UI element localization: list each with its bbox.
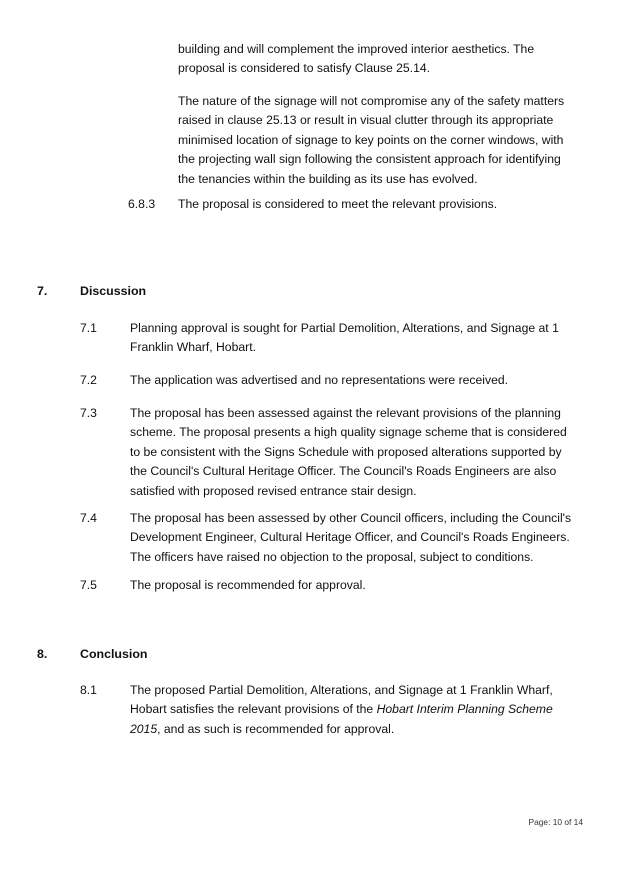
clause-8-1-number: 8.1 bbox=[80, 683, 97, 697]
page-footer bbox=[0, 816, 583, 828]
clause-8-1-text bbox=[130, 681, 578, 739]
clause-6-8-3-text: The proposal is considered to meet the relevant provisions. bbox=[178, 197, 498, 211]
clause-7-2-number: 7.2 bbox=[80, 373, 97, 387]
clause-7-1-number: 7.1 bbox=[80, 321, 97, 335]
section-7-heading bbox=[37, 282, 146, 301]
clause-7-3-text: The proposal has been assessed against the relevant provisions of the planning scheme. The proposal presents a high quality signage scheme that is considered to be consistent with the Signs Schedule with proposed alterations supported by the Council's Cultural Heritage Officer. The Council's Roads Engineers are also satisfied with proposed revised entrance stair design. bbox=[130, 406, 567, 498]
section-7-number: 7. bbox=[37, 284, 48, 298]
clause-7-5 bbox=[80, 576, 578, 595]
clause-7-4-number: 7.4 bbox=[80, 511, 97, 525]
section-8-title: Conclusion bbox=[80, 647, 148, 661]
continuation-paragraph-2: The nature of the signage will not compromise any of the safety matters raised in clause 25.13 or result in visual clutter through its appropriate minimised location of signage to key points on the corner windows, with the projecting wall sign following the consistent approach for identifying the tenancies within the building as its use has evolved. bbox=[178, 94, 565, 186]
clause-7-1 bbox=[80, 319, 578, 358]
clause-8-1-text-lead: The proposed Partial Demolition, Alterations, and Signage at 1 Franklin Wharf, Hobart satisfies the relevant provisions of the bbox=[130, 683, 553, 717]
section-8-heading bbox=[37, 645, 147, 664]
continuation-text-block-2 bbox=[178, 92, 570, 205]
section-7-title: Discussion bbox=[80, 284, 147, 298]
clause-6-8-3-number: 6.8.3 bbox=[128, 197, 156, 211]
clause-7-4 bbox=[80, 509, 578, 567]
clause-8-1-text-tail: , and as such is recommended for approval. bbox=[157, 721, 395, 736]
clause-7-5-text: The proposal is recommended for approval. bbox=[130, 578, 366, 592]
clause-6-8-3 bbox=[128, 195, 570, 214]
page-number-label: Page: 10 of 14 bbox=[528, 817, 583, 827]
clause-8-1 bbox=[80, 681, 578, 739]
continuation-paragraph-1: building and will complement the improved interior aesthetics. The proposal is considered to satisfy Clause 25.14. bbox=[178, 42, 535, 76]
clause-7-3 bbox=[80, 404, 578, 501]
clause-7-1-text: Planning approval is sought for Partial Demolition, Alterations, and Signage at 1 Franklin Wharf, Hobart. bbox=[130, 321, 559, 355]
clause-7-4-text: The proposal has been assessed by other Council officers, including the Council's Development Engineer, Cultural Heritage Officer, and Council's Roads Engineers. The officers have raised no objection to the proposal, subject to conditions. bbox=[130, 511, 572, 564]
clause-7-2-text: The application was advertised and no representations were received. bbox=[130, 373, 509, 387]
planning-scheme-title: Hobart Interim Planning Scheme 2015 bbox=[130, 702, 553, 736]
clause-7-3-number: 7.3 bbox=[80, 406, 97, 420]
clause-7-5-number: 7.5 bbox=[80, 578, 97, 592]
clause-7-2 bbox=[80, 371, 578, 390]
continuation-text-block bbox=[178, 40, 570, 95]
section-8-number: 8. bbox=[37, 647, 48, 661]
